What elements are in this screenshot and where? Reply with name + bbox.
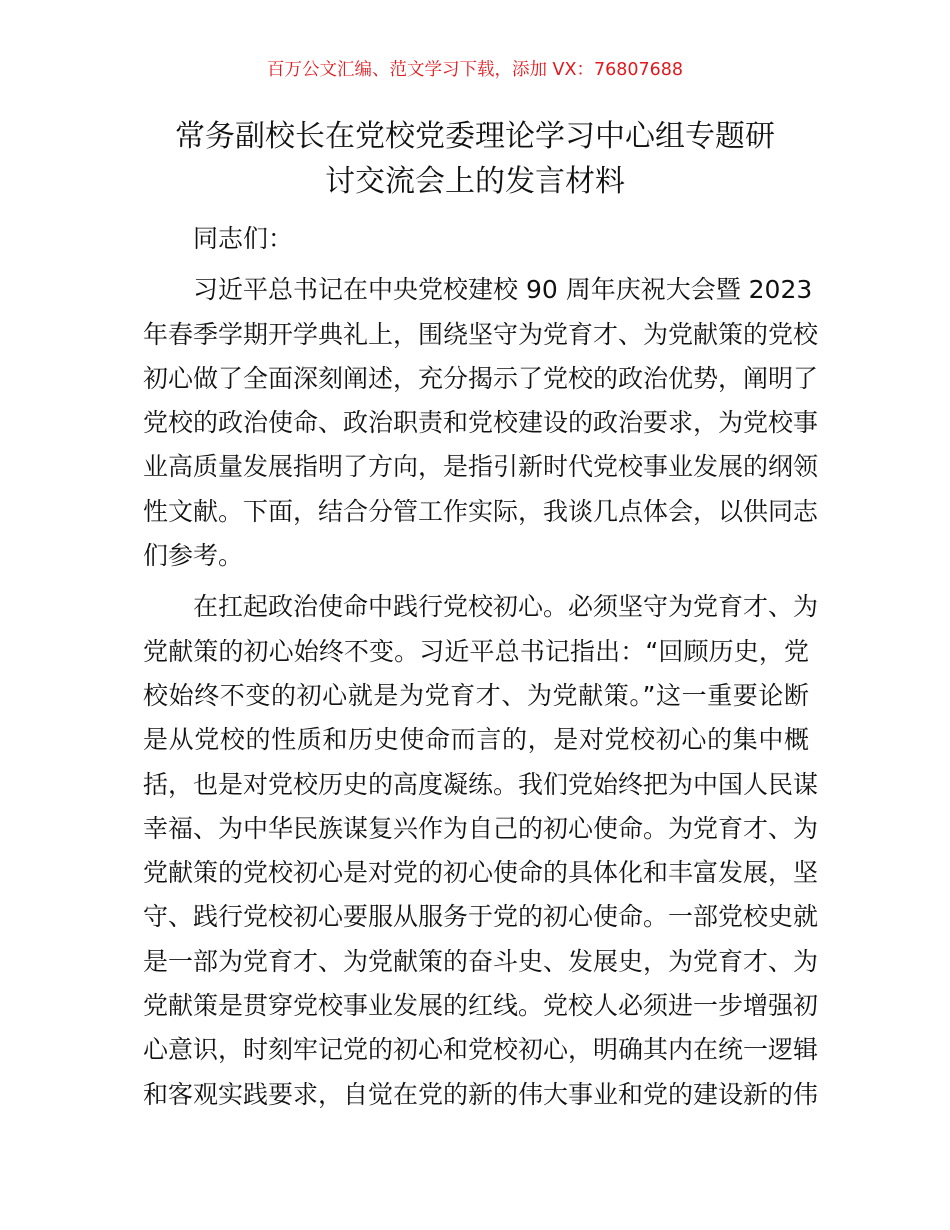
text-line: 党校的政治使命、政治职责和党校建设的政治要求，为党校事: [143, 408, 819, 438]
text-line: 校始终不变的初心就是为党育才、为党献策。”这一重要论断: [143, 680, 809, 710]
text-line: 心意识，时刻牢记党的初心和党校初心，明确其内在统一逻辑: [143, 1035, 819, 1065]
text-line: 们参考。: [143, 541, 244, 571]
text-line: 业高质量发展指明了方向，是指引新时代党校事业发展的纲领: [143, 452, 819, 482]
document-body: [143, 217, 819, 1124]
paragraph: [143, 217, 809, 261]
document-title: [100, 114, 850, 204]
text-line: 是从党校的性质和历史使命而言的，是对党校初心的集中概: [143, 725, 809, 755]
watermark-header: 百万公文汇编、范文学习下载，添加 VX：76807688: [266, 60, 684, 80]
text-line: 年春季学期开学典礼上，围绕坚守为党育才、为党献策的党校: [143, 319, 819, 349]
paragraph: [143, 585, 819, 1117]
text-line: 同志们：: [193, 224, 294, 253]
paragraph: [143, 268, 819, 578]
text-line: 和客观实践要求，自觉在党的新的伟大事业和党的建设新的伟: [143, 1079, 819, 1109]
title-line: 讨交流会上的发言材料: [325, 164, 625, 199]
text-line: 性文献。下面，结合分管工作实际，我谈几点体会，以供同志: [143, 496, 819, 526]
text-line: 初心做了全面深刻阐述，充分揭示了党校的政治优势，阐明了: [143, 363, 819, 393]
text-line: 是一部为党育才、为党献策的奋斗史、发展史，为党育才、为: [143, 946, 819, 976]
text-line: 党献策是贯穿党校事业发展的红线。党校人必须进一步增强初: [143, 991, 819, 1021]
text-line: 幸福、为中华民族谋复兴作为自己的初心使命。为党育才、为: [143, 813, 819, 843]
text-line: 在扛起政治使命中践行党校初心。必须坚守为党育才、为: [193, 592, 819, 622]
text-line: 守、践行党校初心要服从服务于党的初心使命。一部党校史就: [143, 902, 819, 932]
text-line: 习近平总书记在中央党校建校 90 周年庆祝大会暨 2023: [193, 275, 813, 305]
text-line: 党献策的初心始终不变。习近平总书记指出：“回顾历史，党: [143, 636, 809, 666]
text-line: 党献策的党校初心是对党的初心使命的具体化和丰富发展，坚: [143, 858, 819, 888]
text-line: 括，也是对党校历史的高度凝练。我们党始终把为中国人民谋: [143, 769, 819, 799]
title-line: 常务副校长在党校党委理论学习中心组专题研: [175, 119, 775, 154]
